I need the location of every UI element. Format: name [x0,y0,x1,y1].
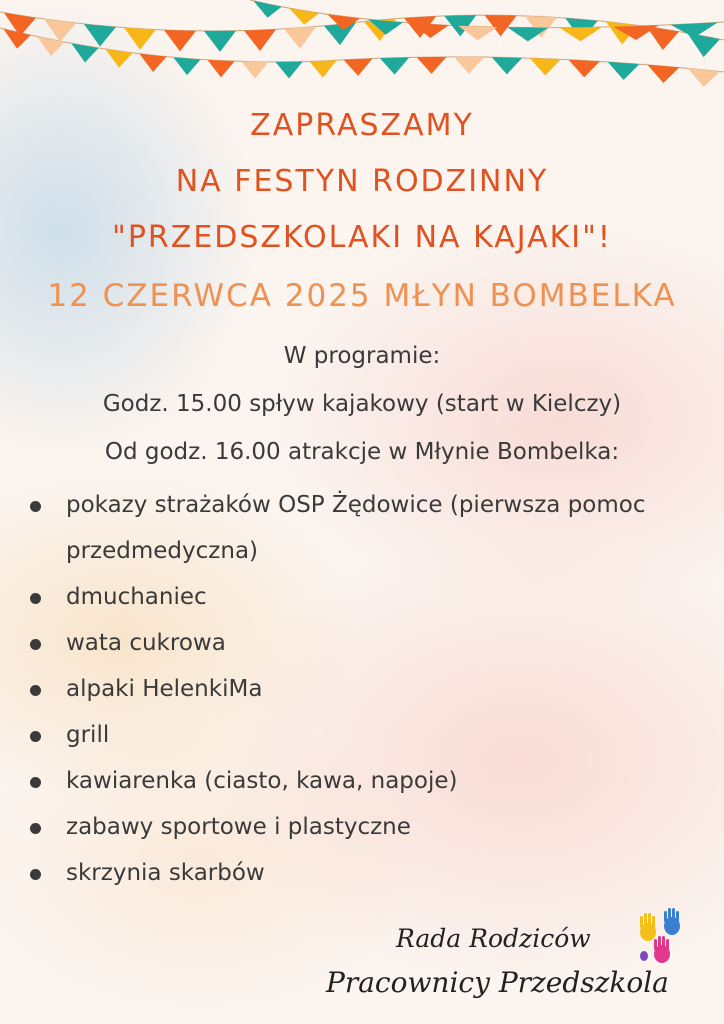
list-item: skrzynia skarbów [30,850,710,896]
bullet-icon [30,593,41,604]
attractions-list [30,482,710,896]
bullet-icon [30,685,41,696]
bullet-icon [30,823,41,834]
list-item: alpaki HelenkiMa [30,666,710,712]
bullet-icon [30,731,41,742]
list-item: pokazy strażaków OSP Żędowice (pierwsza pomoc przedmedyczna) [30,482,710,574]
bullet-icon [30,501,41,512]
list-item: dmuchaniec [30,574,710,620]
bullet-icon [30,639,41,650]
heading-line-1: ZAPRASZAMY [250,108,474,143]
program-kayak-line: Godz. 15.00 spływ kajakowy (start w Kielczy) [102,391,622,417]
heading-line-2: NA FESTYN RODZINNY [175,164,549,199]
signature-parents-council: Rada Rodziców [396,924,591,953]
heading-line-3: "PRZEDSZKOLAKI NA KAJAKI"! [112,220,612,255]
bullet-icon [30,869,41,880]
event-date-location: 12 CZERWCA 2025 MŁYN BOMBELKA [47,278,677,314]
program-intro: W programie: [283,343,441,369]
list-item: wata cukrowa [30,620,710,666]
list-item: grill [30,712,710,758]
list-item: zabawy sportowe i plastyczne [30,804,710,850]
bullet-icon [30,777,41,788]
signature-preschool-staff: Pracownicy Przedszkola [326,966,669,999]
program-attractions-line: Od godz. 16.00 atrakcje w Młynie Bombelka: [104,439,620,465]
list-item: kawiarenka (ciasto, kawa, napoje) [30,758,710,804]
handprints-icon [632,908,692,970]
